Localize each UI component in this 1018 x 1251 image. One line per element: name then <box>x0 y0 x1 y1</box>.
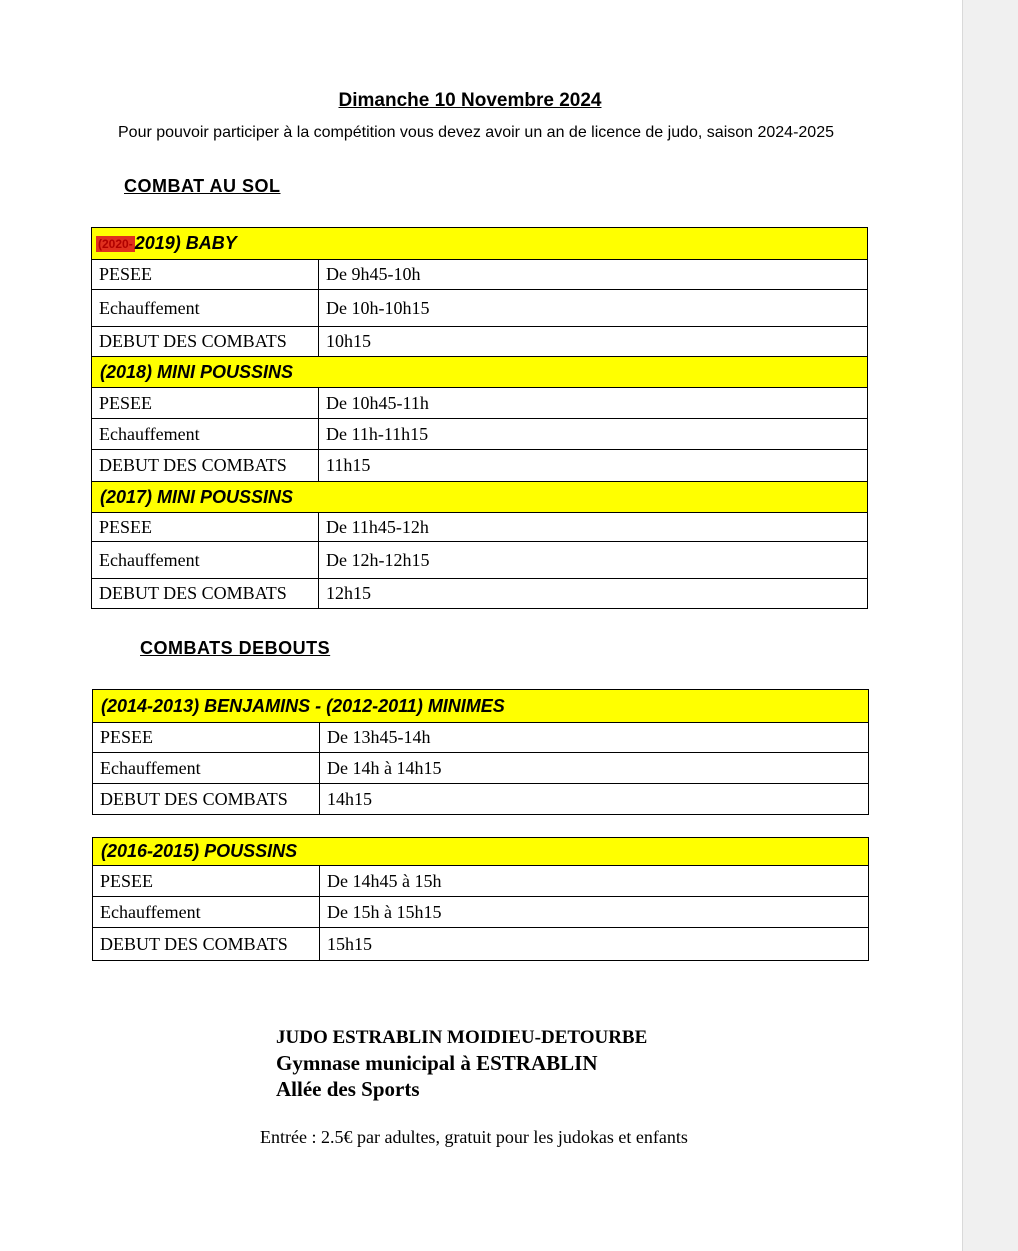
row-value: De 11h-11h15 <box>319 419 868 450</box>
row-label: Echauffement <box>93 753 320 784</box>
row-label: Echauffement <box>92 542 319 579</box>
row-value: De 9h45-10h <box>319 260 868 290</box>
row-label: DEBUT DES COMBATS <box>92 579 319 609</box>
table-row <box>92 327 868 357</box>
group-header-row <box>93 838 869 866</box>
row-value: De 13h45-14h <box>320 723 869 753</box>
row-label: Echauffement <box>92 290 319 327</box>
row-value: 15h15 <box>320 928 869 961</box>
row-value: De 11h45-12h <box>319 513 868 542</box>
table-row <box>92 419 868 450</box>
row-value: 10h15 <box>319 327 868 357</box>
row-value: De 10h-10h15 <box>319 290 868 327</box>
row-label: DEBUT DES COMBATS <box>93 928 320 961</box>
club-venue: Gymnase municipal à ESTRABLIN <box>276 1051 598 1075</box>
table-row <box>92 513 868 542</box>
schedule-table-benjamins <box>92 689 869 815</box>
redacted-mark: (2020- <box>98 237 133 252</box>
group-header: (2016-2015) POUSSINS <box>93 838 869 866</box>
table-row <box>92 579 868 609</box>
row-label: DEBUT DES COMBATS <box>92 450 319 482</box>
group-header: (2014-2013) BENJAMINS - (2012-2011) MINIMES <box>93 690 869 723</box>
row-value: De 15h à 15h15 <box>320 897 869 928</box>
table-row <box>92 542 868 579</box>
group-header-row <box>92 482 868 513</box>
schedule-table-poussins <box>92 837 869 961</box>
table-row <box>93 928 869 961</box>
group-header: (2018) MINI POUSSINS <box>92 357 868 388</box>
row-label: PESEE <box>92 260 319 290</box>
group-header-row <box>92 228 868 260</box>
table-row <box>93 723 869 753</box>
page-title: Dimanche 10 Novembre 2024 <box>338 90 602 111</box>
group-header-row <box>92 357 868 388</box>
row-value: De 14h à 14h15 <box>320 753 869 784</box>
row-value: 12h15 <box>319 579 868 609</box>
row-label: PESEE <box>92 513 319 542</box>
group-header-label: 2019) BABY <box>134 233 237 253</box>
club-name: JUDO ESTRABLIN MOIDIEU-DETOURBE <box>276 1027 648 1048</box>
row-value: De 14h45 à 15h <box>320 866 869 897</box>
section-title-debout: COMBATS DEBOUTS <box>140 638 331 658</box>
table-row <box>93 784 869 815</box>
schedule-table-sol <box>91 227 868 609</box>
table-row <box>92 388 868 419</box>
club-street: Allée des Sports <box>276 1077 420 1101</box>
row-label: DEBUT DES COMBATS <box>93 784 320 815</box>
row-label: PESEE <box>93 866 320 897</box>
table-row <box>93 866 869 897</box>
viewer-scroll-gutter[interactable] <box>962 0 1018 1251</box>
table-row <box>92 290 868 327</box>
group-header-row <box>93 690 869 723</box>
row-label: PESEE <box>93 723 320 753</box>
row-label: Echauffement <box>93 897 320 928</box>
row-value: 11h15 <box>319 450 868 482</box>
group-header <box>92 228 868 260</box>
row-label: DEBUT DES COMBATS <box>92 327 319 357</box>
entry-price-text: Entrée : 2.5€ par adultes, gratuit pour les judokas et enfants <box>260 1127 688 1147</box>
table-row <box>93 753 869 784</box>
row-label: Echauffement <box>92 419 319 450</box>
row-label: PESEE <box>92 388 319 419</box>
section-title-sol: COMBAT AU SOL <box>124 176 281 196</box>
row-value: De 10h45-11h <box>319 388 868 419</box>
row-value: 14h15 <box>320 784 869 815</box>
table-row <box>92 450 868 482</box>
table-row <box>93 897 869 928</box>
table-row <box>92 260 868 290</box>
row-value: De 12h-12h15 <box>319 542 868 579</box>
intro-text: Pour pouvoir participer à la compétition vous devez avoir un an de licence de judo, saison 2024-2025 <box>118 124 834 141</box>
group-header: (2017) MINI POUSSINS <box>92 482 868 513</box>
